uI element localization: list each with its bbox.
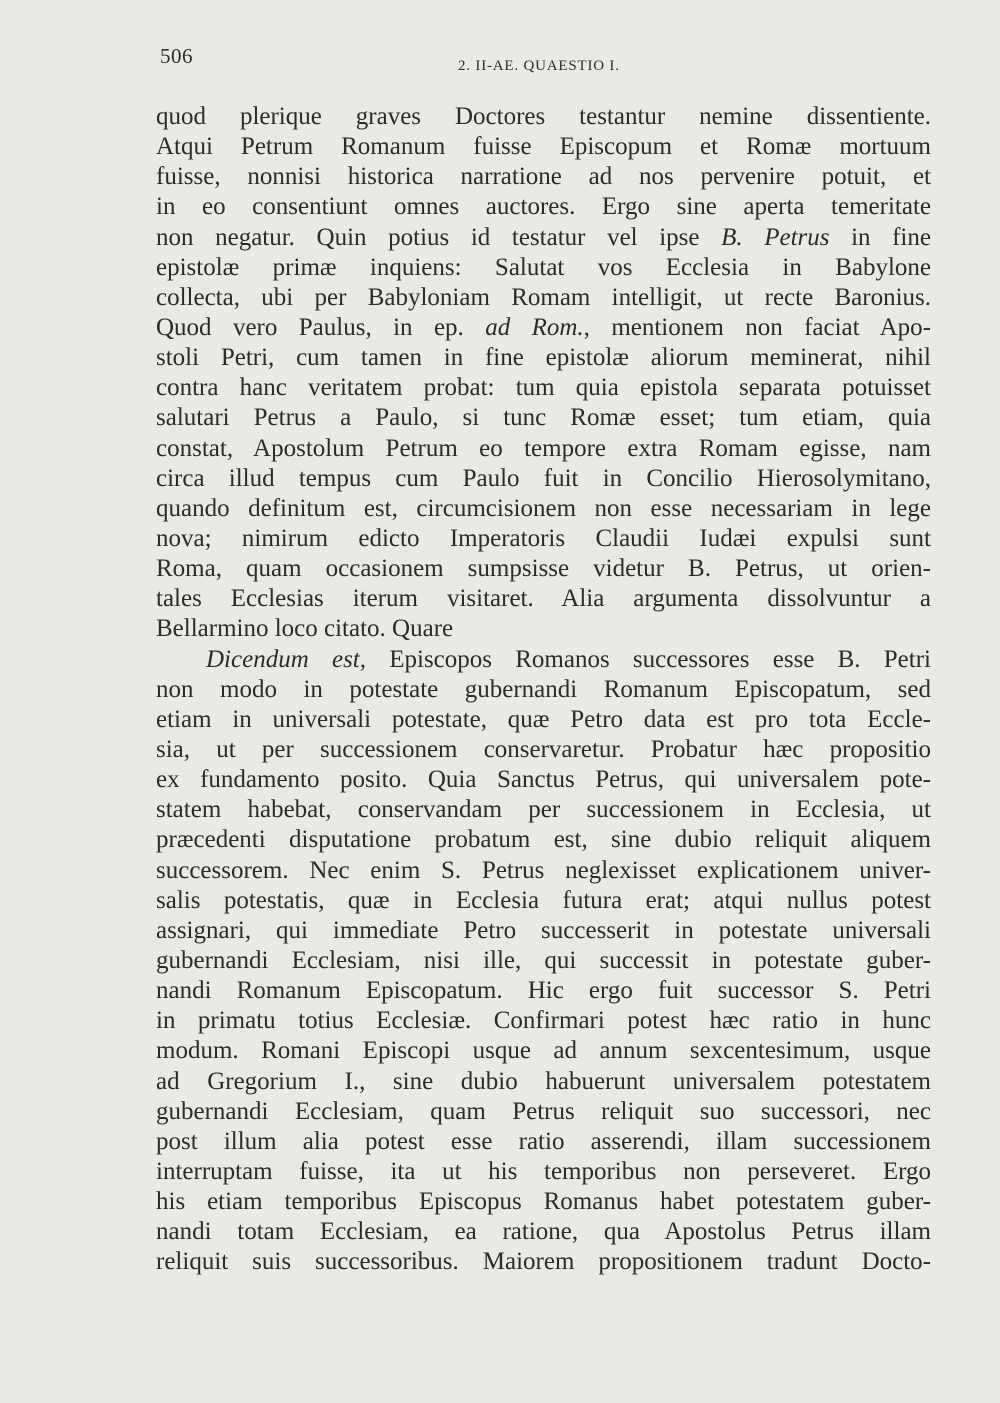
text-line: salutari Petrus a Paulo, si tunc Romæ esset; tum etiam, quia [156,404,931,432]
text-line: non modo in potestate gubernandi Romanum Episcopatum, sed [156,675,931,703]
page-number: 506 [160,44,193,68]
text-line: his etiam temporibus Episcopus Romanus habet potestatem guber- [156,1188,931,1216]
text-line: in eo consentiunt omnes auctores. Ergo sine aperta temeritate [156,193,931,221]
text-line: Quod vero Paulus, in ep. ad Rom., mentionem non faciat Apo- [156,313,931,341]
text-line: contra hanc veritatem probat: tum quia epistola separata potuisset [156,374,931,402]
text-line: post illum alia potest esse ratio asserendi, illam successionem [156,1127,931,1155]
running-head: 2. II-AE. QUAESTIO I. [458,58,620,74]
body-text [156,102,931,1277]
text-line: in primatu totius Ecclesiæ. Confirmari potest hæc ratio in hunc [156,1007,931,1035]
italic-thesis-marker: Dicendum est, [206,645,366,673]
text-line: præcedenti disputatione probatum est, sine dubio reliquit aliquem [156,826,931,854]
text-line: nandi Romanum Episcopatum. Hic ergo fuit successor S. Petri [156,977,931,1005]
text-line: Bellarmino loco citato. Quare [156,615,454,643]
text-line: etiam in universali potestate, quæ Petro data est pro tota Eccle- [156,705,931,733]
text-line: assignari, qui immediate Petro successerit in potestate universali [156,916,931,944]
text-line: ex fundamento posito. Quia Sanctus Petrus, qui universalem pote- [156,766,931,794]
text-line: Dicendum est, Episcopos Romanos successores esse B. Petri [206,645,931,673]
text-line: collecta, ubi per Babyloniam Romam intelligit, ut recte Baronius. [156,283,931,311]
text-line: modum. Romani Episcopi usque ad annum sexcentesimum, usque [156,1037,931,1065]
text-line: gubernandi Ecclesiam, quam Petrus reliquit suo successori, nec [156,1097,931,1125]
text-line: epistolæ primæ inquiens: Salutat vos Ecclesia in Babylone [156,253,931,281]
text-line: nandi totam Ecclesiam, ea ratione, qua Apostolus Petrus illam [156,1218,931,1246]
text-line: fuisse, nonnisi historica narratione ad nos pervenire potuit, et [156,163,931,191]
text-line: successorem. Nec enim S. Petrus neglexisset explicationem univer- [156,856,931,884]
text-line: gubernandi Ecclesiam, nisi ille, qui successit in potestate guber- [156,946,931,974]
text-line: nova; nimirum edicto Imperatoris Claudii Iudæi expulsi sunt [156,524,931,552]
text-line: quod plerique graves Doctores testantur nemine dissentiente. [156,103,931,130]
text-line: Atqui Petrum Romanum fuisse Episcopum et Romæ mortuum [156,133,931,161]
text-line: constat, Apostolum Petrum eo tempore extra Romam egisse, nam [156,434,931,462]
text-line: interruptam fuisse, ita ut his temporibus non perseveret. Ergo [156,1157,931,1185]
text-line: statem habebat, conservandam per successionem in Ecclesia, ut [156,796,931,824]
text-line: Roma, quam occasionem sumpsisse videtur B. Petrus, ut orien- [156,555,931,583]
text-line: circa illud tempus cum Paulo fuit in Concilio Hierosolymitano, [156,464,931,492]
text-line: tales Ecclesias iterum visitaret. Alia argumenta dissolvuntur a [156,585,931,613]
text-line: ad Gregorium I., sine dubio habuerunt universalem potestatem [156,1067,931,1095]
text-line: reliquit suis successoribus. Maiorem propositionem tradunt Docto- [156,1248,931,1276]
text-line: salis potestatis, quæ in Ecclesia futura erat; atqui nullus potest [156,886,931,914]
text-line: non negatur. Quin potius id testatur vel ipse B. Petrus in fine [156,223,931,251]
text-line: sia, ut per successionem conservaretur. Probatur hæc propositio [156,735,931,763]
italic-citation: ad Rom. [485,313,584,341]
text-line: quando definitum est, circumcisionem non esse necessariam in lege [156,494,931,522]
text-line: stoli Petri, cum tamen in fine epistolæ aliorum meminerat, nihil [156,344,931,372]
italic-name: B. Petrus [721,223,830,251]
